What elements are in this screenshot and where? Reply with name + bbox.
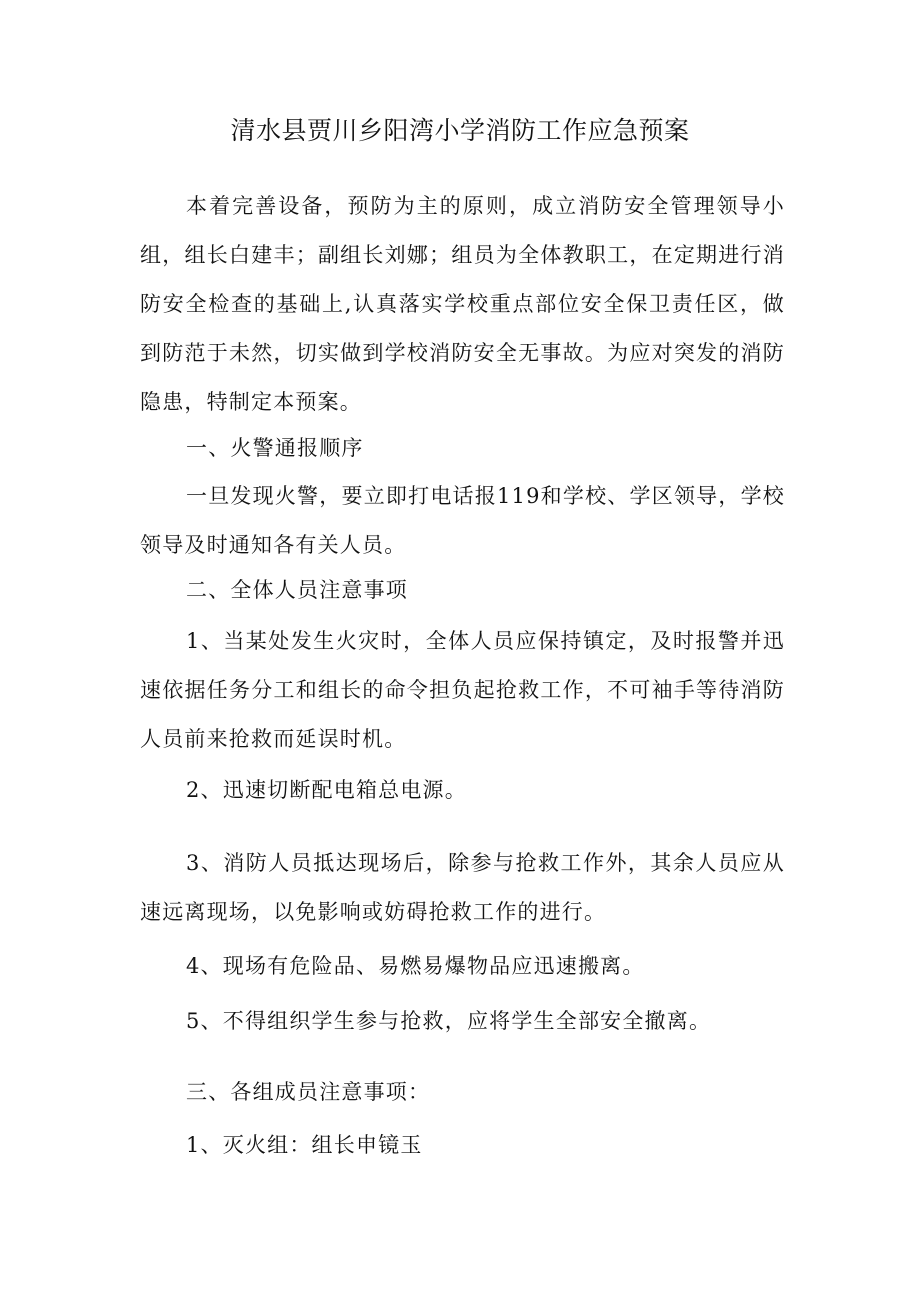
section1-body: 一旦发现火警，要立即打电话报119和学校、学区领导，学校领导及时通知各有关人员。 [140,484,785,557]
intro-paragraph: 本着完善设备，预防为主的原则，成立消防安全管理领导小组，组长白建丰；副组长刘娜；组员为全体教职工，在定期进行消防安全检查的基础上,认真落实学校重点部位安全保卫责任区，做到防范于未然，切实做到学校消防安全无事故。为应对突发的消防隐患，特制定本预案。 [140,194,785,414]
section2-item-4: 4、现场有危险品、易燃易爆物品应迅速搬离。 [186,954,645,978]
section2-item-5: 5、不得组织学生参与抢救，应将学生全部安全撤离。 [186,1009,712,1033]
section2-item-1: 1、当某处发生火灾时，全体人员应保持镇定，及时报警并迅速依据任务分工和组长的命令担负起抢救工作，不可袖手等待消防人员前来抢救而延误时机。 [140,629,785,751]
section3-heading: 三、各组成员注意事项： [186,1080,431,1104]
section3-item-1: 1、灭火组：组长申镜玉 [186,1133,423,1157]
section1-heading: 一、火警通报顺序 [186,436,364,460]
document-title: 清水县贾川乡阳湾小学消防工作应急预案 [230,116,690,145]
section2-heading: 二、全体人员注意事项 [186,578,408,602]
section2-item-3: 3、消防人员抵达现场后，除参与抢救工作外，其余人员应从速远离现场，以免影响或妨碍抢救工作的进行。 [140,851,785,924]
section2-item-2: 2、迅速切断配电箱总电源。 [186,778,467,802]
